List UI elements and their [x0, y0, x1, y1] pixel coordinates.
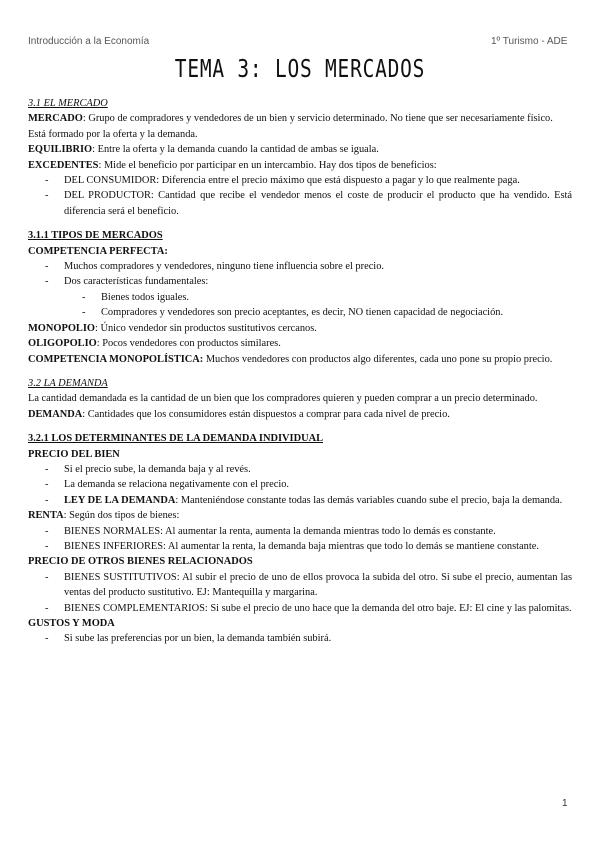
definition-mercado [28, 111, 572, 126]
otros-bienes-list [28, 570, 572, 616]
gustos-list [28, 631, 572, 646]
list-item-ley-demanda [28, 493, 572, 508]
excedentes-list [28, 173, 572, 219]
term-competencia-monopolistica: COMPETENCIA MONOPOLÍSTICA: [28, 353, 204, 365]
document-body [28, 96, 572, 647]
section-heading-3-2-1: 3.2.1 LOS DETERMINANTES DE LA DEMANDA INDIVIDUAL [28, 433, 324, 445]
subheading-otros-bienes: PRECIO DE OTROS BIENES RELACIONADOS [28, 556, 253, 568]
competencia-list [28, 259, 572, 290]
subheading-competencia-perfecta: COMPETENCIA PERFECTA: [28, 245, 168, 257]
text-ley-demanda: : Manteniéndose constante todas las demás variables cuando sube el precio, baja la demanda. [175, 494, 563, 506]
renta-list [28, 524, 572, 555]
list-item: - BIENES SUSTITUTIVOS: Al subir el precio de uno de ellos provoca la subida del otro. Si sube el precio, aumentan las ventas del producto sustitutivo. EJ: Mantequilla y margarina. [28, 570, 572, 601]
competencia-sublist [28, 290, 572, 321]
list-item: - La demanda se relaciona negativamente con el precio. [28, 477, 572, 492]
list-item: - Dos características fundamentales: [28, 274, 572, 289]
paragraph-formado: Está formado por la oferta y la demanda. [28, 128, 198, 140]
text-oligopolio: : Pocos vendedores con productos similares. [96, 338, 281, 350]
definition-renta [28, 508, 572, 523]
text-monopolio: : Único vendedor sin productos sustitutivos cercanos. [94, 322, 317, 334]
list-item: - Si sube las preferencias por un bien, la demanda también subirá. [28, 631, 572, 646]
section-heading-3-1: 3.1 EL MERCADO [28, 98, 108, 109]
definition-excedentes [28, 158, 572, 173]
list-item: - DEL PRODUCTOR: Cantidad que recibe el vendedor menos el coste de producir el producto que ha vendido. Está diferencia será el beneficio. [28, 188, 572, 219]
text-equilibrio: : Entre la oferta y la demanda cuando la cantidad de ambas se iguala. [92, 144, 379, 156]
header-course: Introducción a la Economía [28, 36, 150, 47]
text-excedentes: : Mide el beneficio por participar en un intercambio. Hay dos tipos de beneficios: [98, 159, 437, 171]
text-competencia-monopolistica: Muchos vendedores con productos algo diferentes, cada uno pone su propio precio. [203, 353, 553, 365]
definition-equilibrio [28, 142, 572, 157]
list-item: - Si el precio sube, la demanda baja y al revés. [28, 462, 572, 477]
definition-monopolio [28, 321, 572, 336]
term-excedentes: EXCEDENTES [28, 159, 99, 171]
list-item: - Muchos compradores y vendedores, ninguno tiene influencia sobre el precio. [28, 259, 572, 274]
page-number: 1 [562, 798, 568, 809]
list-item: - BIENES INFERIORES: Al aumentar la renta, la demanda baja mientras que todo lo demás se mantiene constante. [28, 539, 572, 554]
term-renta: RENTA [28, 510, 64, 522]
text-renta: : Según dos tipos de bienes: [63, 510, 180, 522]
header-degree: 1º Turismo - ADE [491, 36, 568, 47]
paragraph-cantidad-demandada: La cantidad demandada es la cantidad de un bien que los compradores quieren y pueden comprar a un precio determinado. [28, 393, 538, 405]
list-item: - DEL CONSUMIDOR: Diferencia entre el precio máximo que está dispuesto a pagar y lo que realmente paga. [28, 173, 572, 188]
subheading-gustos-moda: GUSTOS Y MODA [28, 618, 115, 629]
term-ley-demanda: LEY DE LA DEMANDA [64, 494, 176, 506]
term-demanda: DEMANDA [28, 408, 83, 420]
definition-demanda [28, 407, 572, 422]
subheading-precio-del-bien: PRECIO DEL BIEN [28, 448, 120, 460]
precio-list [28, 462, 572, 508]
list-item: - Bienes todos iguales. [28, 290, 572, 305]
list-item: - Compradores y vendedores son precio aceptantes, es decir, NO tienen capacidad de negociación. [28, 305, 572, 320]
text-mercado: : Grupo de compradores y vendedores de un bien y servicio determinado. No tiene que ser necesariamente físico. [82, 113, 553, 125]
section-heading-3-1-1: 3.1.1 TIPOS DE MERCADOS [28, 230, 163, 242]
section-heading-3-2: 3.2 LA DEMANDA [28, 377, 108, 389]
list-item: - BIENES NORMALES: Al aumentar la renta, aumenta la demanda mientras todo lo demás es constante. [28, 524, 572, 539]
term-mercado: MERCADO [28, 113, 83, 125]
page-title: TEMA 3: LOS MERCADOS [174, 54, 426, 83]
definition-competencia-monopolistica [28, 352, 572, 367]
term-oligopolio: OLIGOPOLIO [28, 338, 97, 350]
term-equilibrio: EQUILIBRIO [28, 144, 93, 156]
definition-oligopolio [28, 336, 572, 351]
term-monopolio: MONOPOLIO [28, 322, 95, 334]
text-demanda: : Cantidades que los consumidores están dispuestos a comprar para cada nivel de precio. [82, 408, 450, 420]
list-item: - BIENES COMPLEMENTARIOS: Si sube el precio de uno hace que la demanda del otro baje. EJ: El cine y las palomitas. [28, 601, 572, 616]
